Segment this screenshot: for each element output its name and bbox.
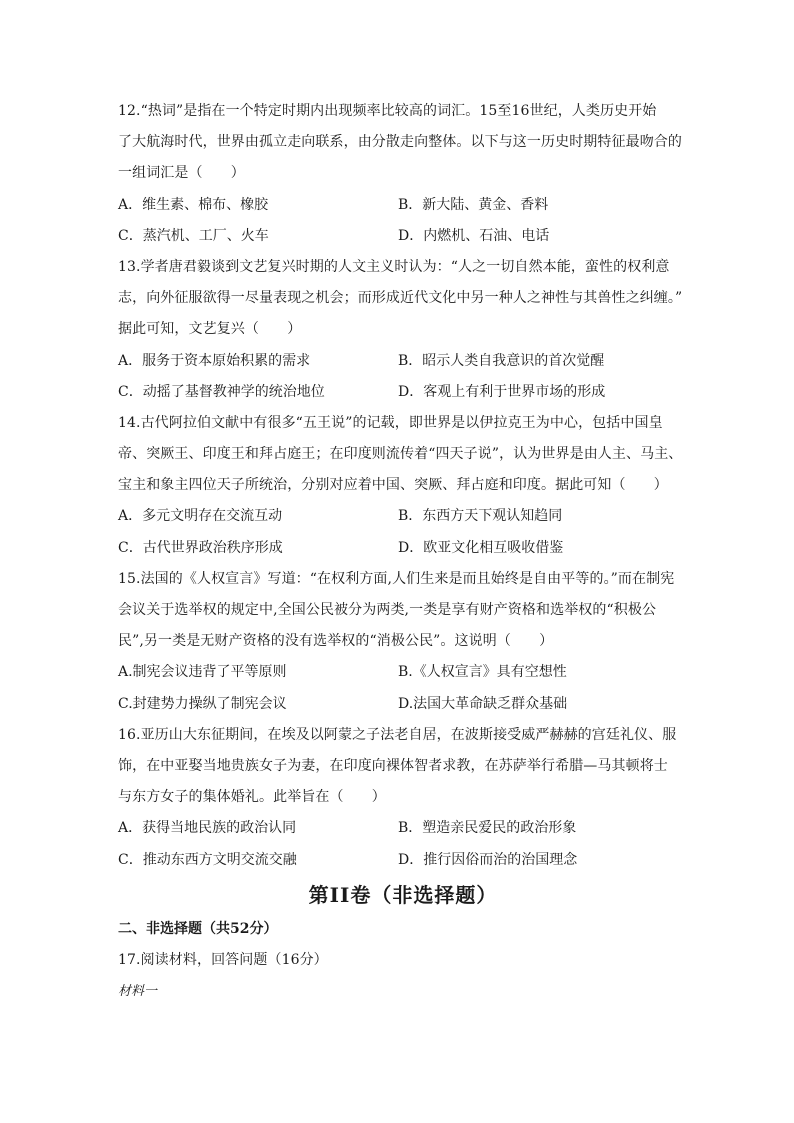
option-b: B．昭示人类自我意识的首次觉醒 [398, 352, 605, 369]
option-b: B．东西方天下观认知趋同 [398, 508, 563, 525]
option-b: B．塑造亲民爱民的政治形象 [398, 820, 577, 837]
question-text-line: 帝、突厥王、印度王和拜占庭王；在印度则流传着“四天子说”，认为世界是由人主、马主、 [118, 446, 683, 463]
option-row [118, 657, 678, 688]
option-row [118, 346, 678, 377]
option-d: D．推行因俗而治的治国理念 [398, 851, 578, 868]
question-text-line: 会议关于选举权的规定中,全国公民被分为两类,一类是享有财产资格和选举权的“积极公 [118, 602, 657, 618]
option-b: B．新大陆、黄金、香料 [398, 196, 549, 213]
option-row [118, 813, 678, 844]
option-row [118, 689, 678, 720]
option-row [118, 190, 678, 221]
question-text-line: 一组词汇是（ ） [118, 165, 245, 182]
question-17-heading: 17.阅读材料，回答问题（16分） [118, 951, 328, 968]
part-title: 二、非选择题（共52分） [118, 920, 278, 937]
question-text-line: 饰，在中亚娶当地贵族女子为妻，在印度向裸体智者求教，在苏萨举行希腊—马其顿将士 [118, 757, 668, 774]
question-13 [118, 252, 683, 408]
option-c: C.封建势力操纵了制宪会议 [118, 695, 287, 712]
question-text-line: 了大航海时代，世界由孤立走向联系，由分散走向整体。以下与这一历史时期特征最吻合的 [118, 134, 682, 151]
option-d: D．内燃机、石油、电话 [398, 227, 550, 244]
question-text-line: 16.亚历山大东征期间，在埃及以阿蒙之子法老自居，在波斯接受威严赫赫的宫廷礼仪、服 [118, 726, 677, 743]
option-a: A．多元文明存在交流互动 [118, 508, 283, 525]
option-a: A．获得当地民族的政治认同 [118, 820, 297, 837]
question-15 [118, 564, 678, 720]
option-row [118, 501, 678, 532]
option-c: C．古代世界政治秩序形成 [118, 539, 283, 556]
question-text-line: 14.古代阿拉伯文献中有很多“五王说”的记载，即世界是以伊拉克王为中心，包括中国皇 [118, 414, 663, 431]
option-d: D．客观上有利于世界市场的形成 [398, 383, 606, 400]
question-text-line: 与东方女子的集体婚礼。此举旨在（ ） [118, 789, 386, 806]
question-text-line: 12.“热词”是指在一个特定时期内出现频率比较高的词汇。15至16世纪，人类历史开始 [118, 103, 657, 119]
question-text-line: 据此可知，文艺复兴（ ） [118, 321, 302, 338]
question-12 [118, 96, 682, 252]
option-c: C．动摇了基督教神学的统治地位 [118, 383, 325, 400]
option-a: A．维生素、棉布、橡胶 [118, 196, 269, 213]
option-row [118, 533, 678, 564]
option-c: C．蒸汽机、工厂、火车 [118, 227, 269, 244]
option-a: A.制宪会议违背了平等原则 [118, 664, 287, 681]
question-text-line: 宝主和象主四位天子所统治，分别对应着中国、突厥、拜占庭和印度。据此可知（ ） [118, 477, 668, 494]
question-text-line: 志，向外征服欲得一尽量表现之机会；而形成近代文化中另一种人之神性与其兽性之纠缠。” [118, 290, 683, 307]
question-text-line: 民”,另一类是无财产资格的没有选举权的“消极公民”。这说明（ ） [118, 633, 554, 650]
material-label: 材料一 [118, 984, 158, 1000]
exam-page [118, 96, 683, 1007]
option-d: D．欧亚文化相互吸收借鉴 [398, 539, 564, 556]
section-title: 第II卷（非选择题） [308, 882, 498, 907]
option-c: C．推动东西方文明交流交融 [118, 851, 297, 868]
option-a: A．服务于资本原始积累的需求 [118, 352, 311, 369]
option-row [118, 377, 678, 408]
option-d: D.法国大革命缺乏群众基础 [398, 695, 568, 712]
question-14 [118, 408, 683, 564]
option-b: B.《人权宣言》具有空想性 [398, 664, 567, 681]
option-row [118, 221, 678, 252]
question-text-line: 15.法国的《人权宣言》写道：“在权利方面,人们生来是而且始终是自由平等的。”而在制宪 [118, 570, 675, 587]
question-text-line: 13.学者唐君毅谈到文艺复兴时期的人文主义时认为：“人之一切自然本能，蛮性的权利意 [118, 258, 670, 275]
option-row [118, 845, 678, 876]
question-16 [118, 720, 678, 876]
